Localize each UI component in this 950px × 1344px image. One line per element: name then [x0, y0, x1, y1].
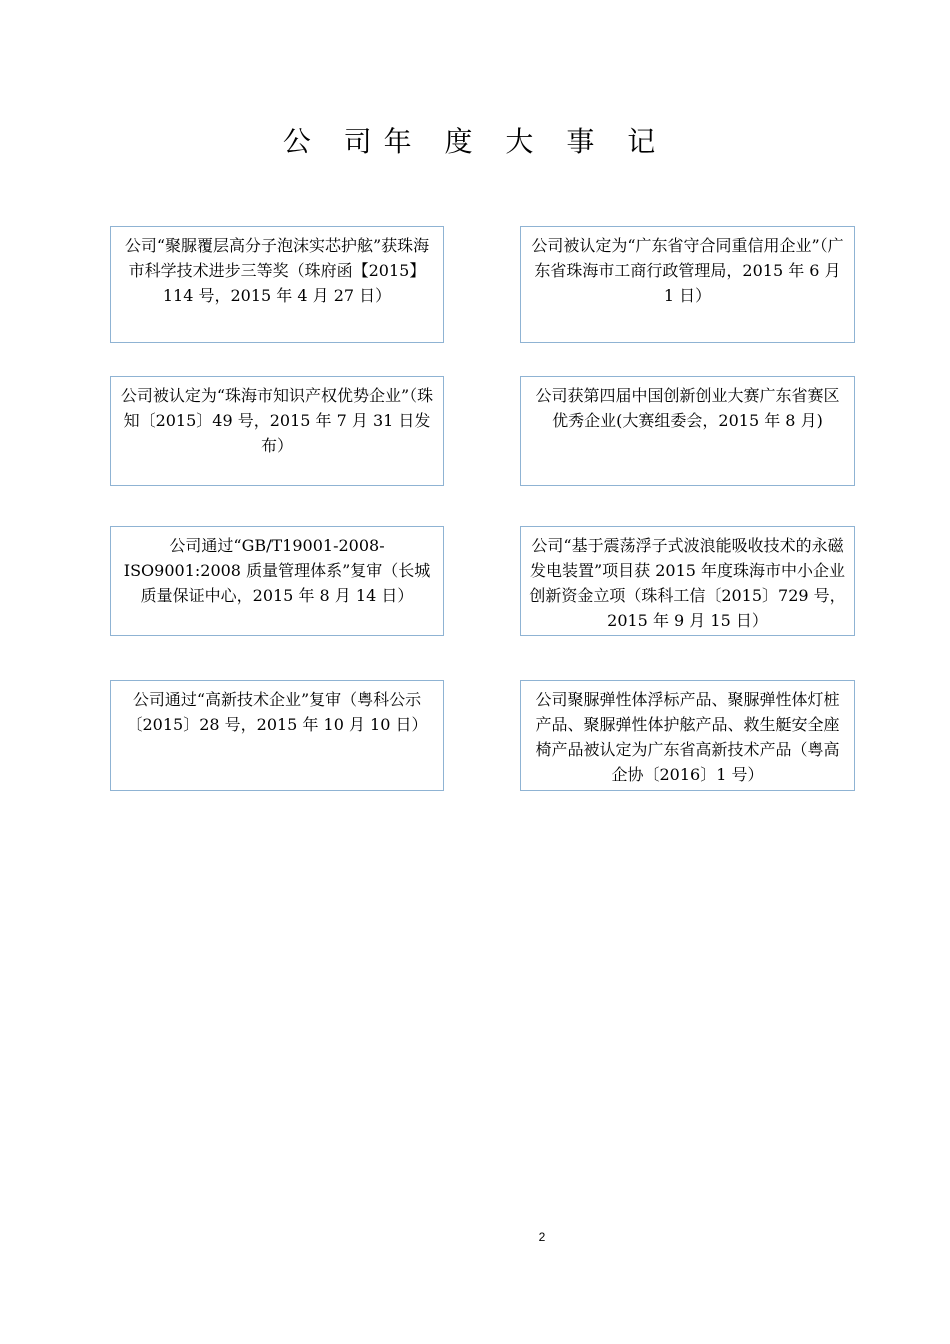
event-box-high-tech-review: 公司通过“高新技术企业”复审（粤科公示〔2015〕28 号，2015 年 10 月 10 日）: [110, 680, 444, 791]
event-box-contract-credit: 公司被认定为“广东省守合同重信用企业”（广东省珠海市工商行政管理局，2015 年 6 月 1 日）: [520, 226, 855, 343]
event-box-award-sci-tech: 公司“聚脲覆层高分子泡沫实芯护舷”获珠海市科学技术进步三等奖（珠府函【2015】114 号，2015 年 4 月 27 日）: [110, 226, 444, 343]
page-title: 公 司年 度 大 事 记: [282, 125, 668, 158]
event-box-high-tech-products: 公司聚脲弹性体浮标产品、聚脲弹性体灯桩产品、聚脲弹性体护舷产品、救生艇安全座椅产品被认定为广东省高新技术产品（粤高企协〔2016〕1 号）: [520, 680, 855, 791]
page-number: 2: [538, 1230, 546, 1244]
event-box-ip-advantage: 公司被认定为“珠海市知识产权优势企业”（珠知〔2015〕49 号，2015 年 7 月 31 日发布）: [110, 376, 444, 486]
event-box-innovation-fund: 公司“基于震荡浮子式波浪能吸收技术的永磁发电装置”项目获 2015 年度珠海市中小企业创新资金立项（珠科工信〔2015〕729 号，2015 年 9 月 15 日）: [520, 526, 855, 636]
event-box-innovation-contest: 公司获第四届中国创新创业大赛广东省赛区优秀企业(大赛组委会，2015 年 8 月): [520, 376, 855, 486]
event-box-iso9001-review: 公司通过“GB/T19001-2008-ISO9001:2008 质量管理体系”复审（长城质量保证中心，2015 年 8 月 14 日）: [110, 526, 444, 636]
